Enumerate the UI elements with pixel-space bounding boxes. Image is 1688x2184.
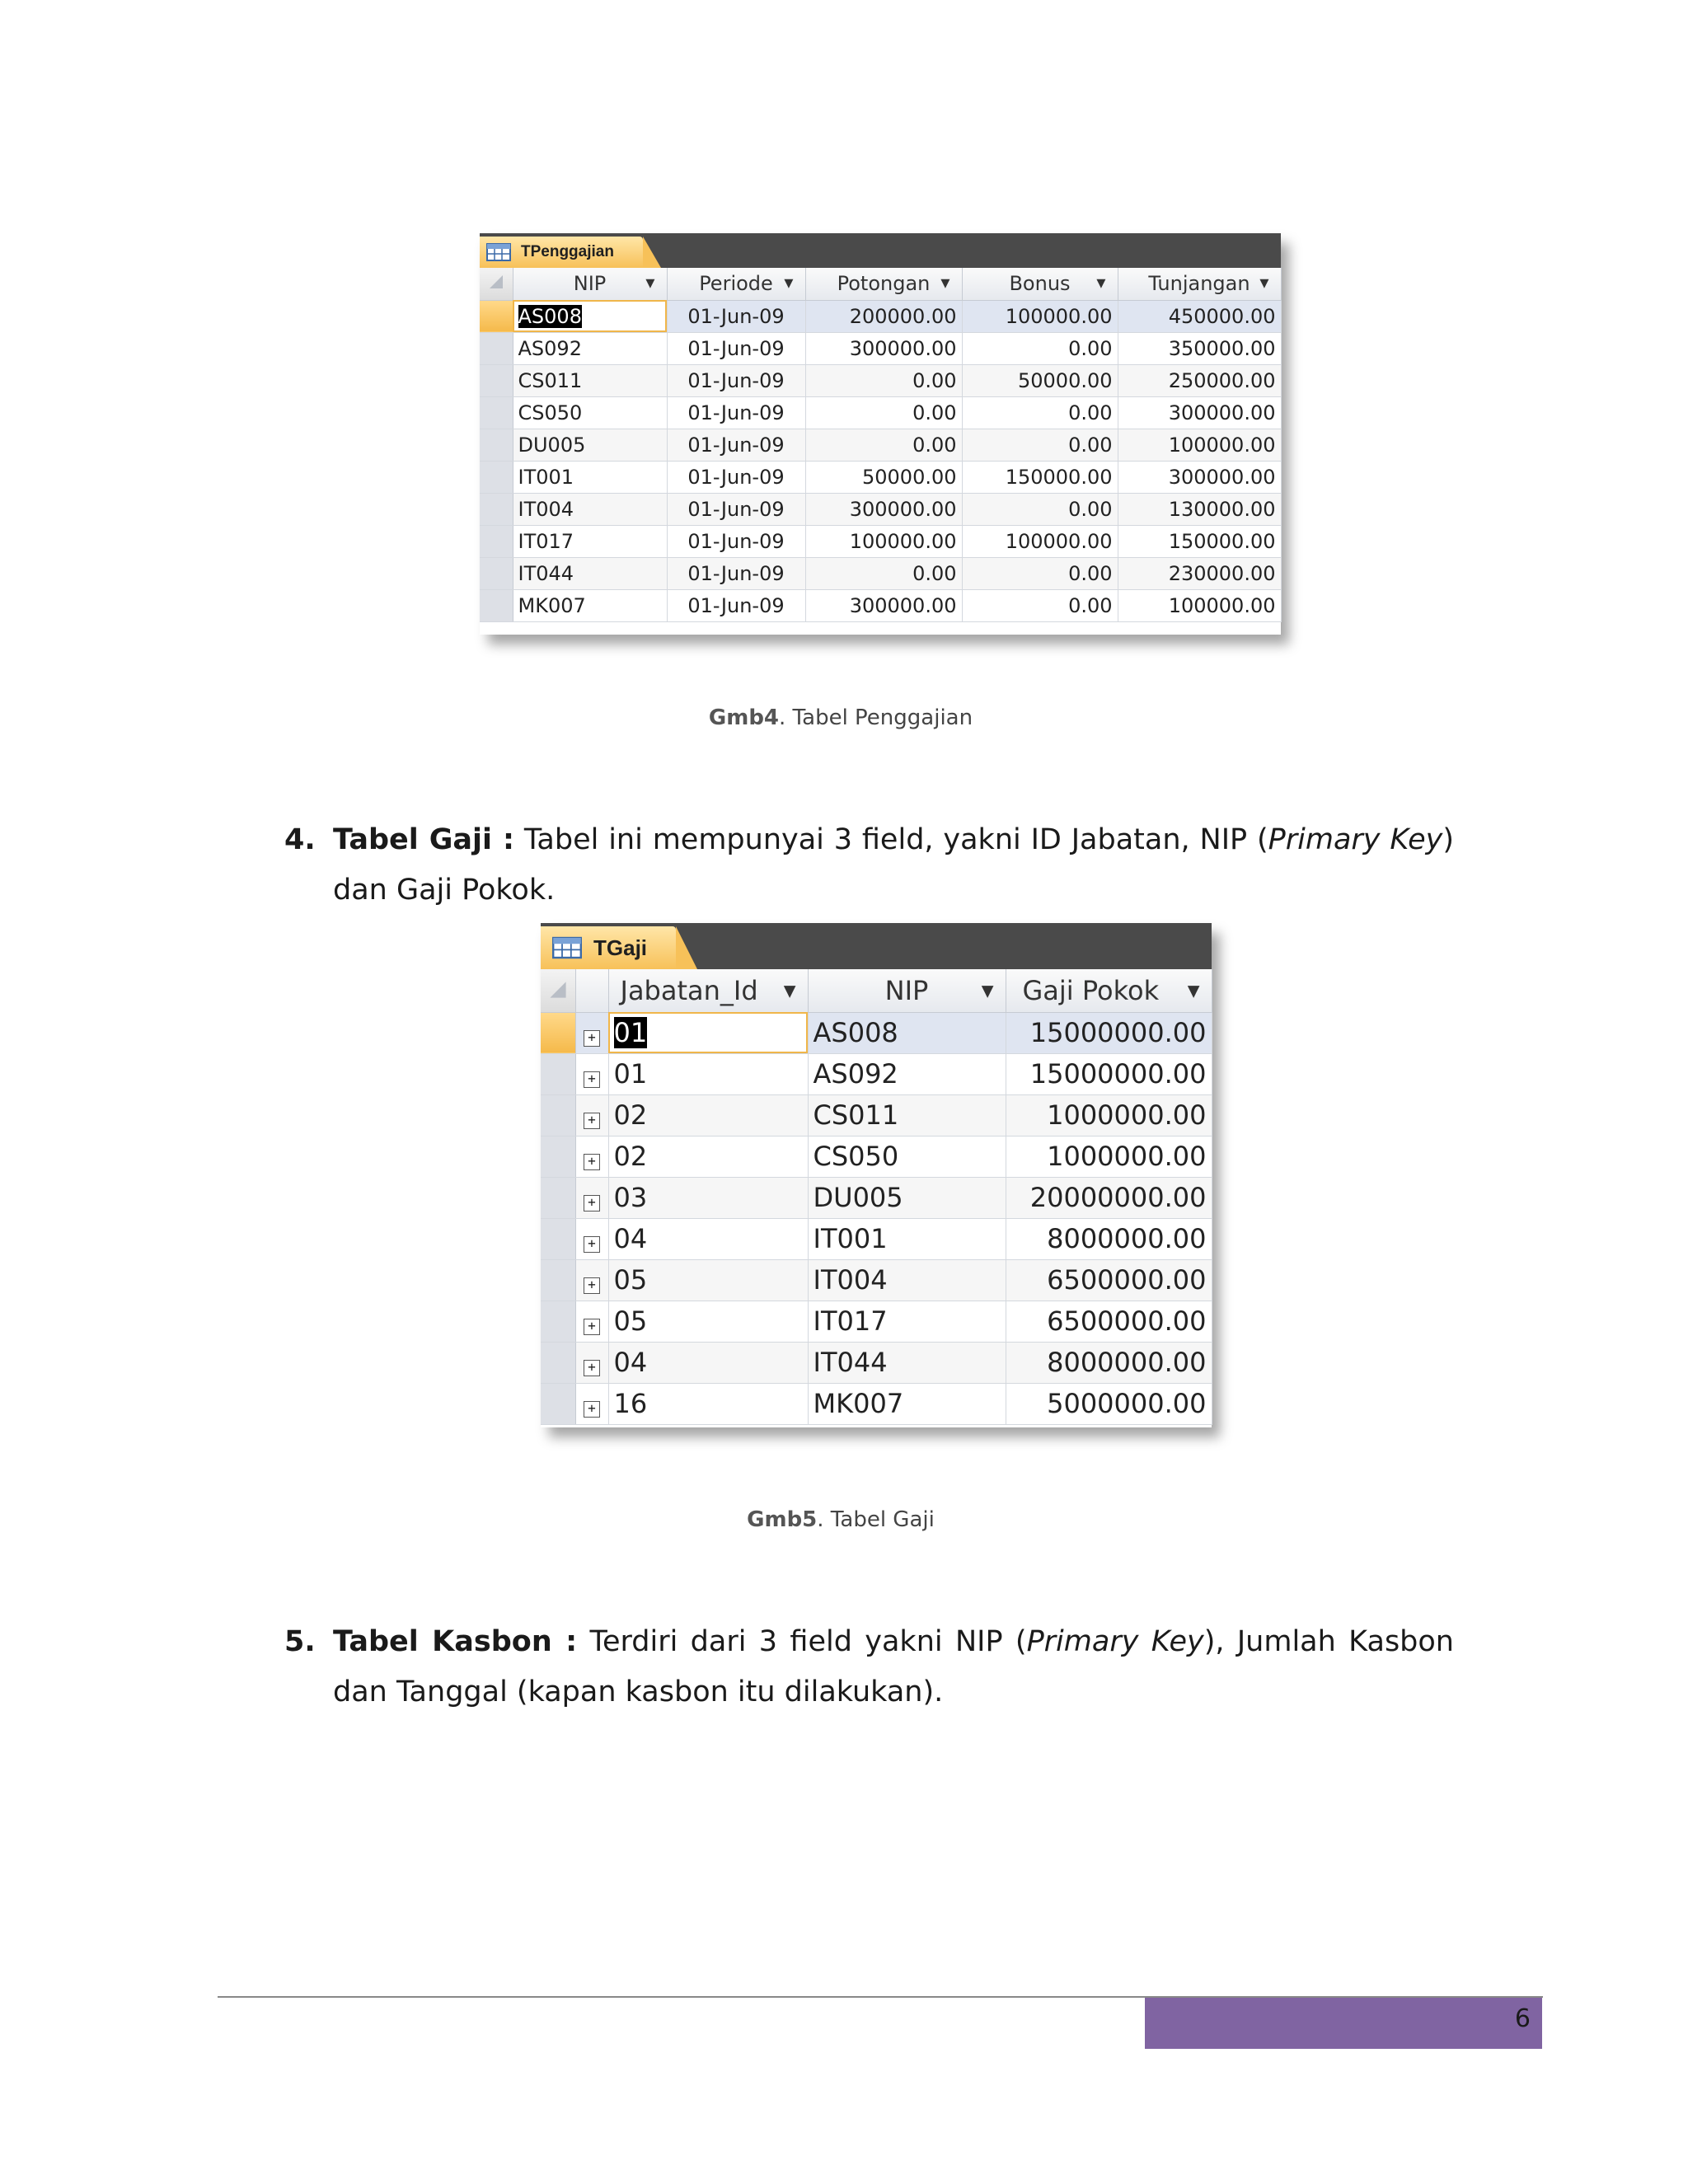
table-cell[interactable]: IT001 — [513, 461, 667, 493]
header-row — [480, 268, 1281, 300]
dropdown-arrow-icon[interactable]: ▼ — [645, 277, 655, 291]
table-cell[interactable]: 0.00 — [962, 493, 1118, 525]
dropdown-arrow-icon[interactable]: ▼ — [1259, 277, 1269, 291]
table-cell[interactable]: 01-Jun-09 — [667, 364, 805, 396]
table-cell[interactable]: CS011 — [513, 364, 667, 396]
table-cell[interactable]: 0.00 — [962, 429, 1118, 461]
table-cell[interactable]: CS050 — [808, 1136, 1006, 1177]
row-selector[interactable] — [541, 1342, 575, 1383]
row-selector[interactable] — [480, 461, 513, 493]
table-cell[interactable]: 6500000.00 — [1006, 1259, 1212, 1301]
expand-cell[interactable] — [575, 1053, 608, 1094]
table-row[interactable] — [480, 461, 1281, 493]
table-cell[interactable]: IT017 — [513, 525, 667, 557]
expand-cell[interactable] — [575, 1259, 608, 1301]
column-header[interactable]: Bonus ▼ — [962, 268, 1118, 300]
gaji-table — [541, 969, 1212, 1425]
table-cell[interactable]: 300000.00 — [1118, 396, 1281, 429]
row-selector[interactable] — [541, 1177, 575, 1218]
table-row[interactable] — [541, 1012, 1212, 1053]
header-row — [541, 969, 1212, 1012]
column-header[interactable]: Gaji Pokok ▼ — [1006, 969, 1212, 1012]
row-selector[interactable] — [541, 1301, 575, 1342]
table-cell[interactable]: 05 — [608, 1301, 808, 1342]
row-selector[interactable] — [480, 589, 513, 621]
table-cell[interactable]: 04 — [608, 1218, 808, 1259]
gaji-tab[interactable] — [541, 926, 676, 969]
table-row[interactable] — [541, 1301, 1212, 1342]
table-cell[interactable]: 300000.00 — [805, 589, 962, 621]
table-cell[interactable]: 250000.00 — [1118, 364, 1281, 396]
row-selector[interactable] — [480, 300, 513, 332]
corner-triangle-icon — [488, 274, 504, 290]
table-row[interactable] — [480, 493, 1281, 525]
row-selector[interactable] — [480, 396, 513, 429]
table-cell[interactable]: 150000.00 — [1118, 525, 1281, 557]
table-cell[interactable]: 01-Jun-09 — [667, 332, 805, 364]
table-cell[interactable]: 01-Jun-09 — [667, 461, 805, 493]
table-cell[interactable]: 6500000.00 — [1006, 1301, 1212, 1342]
penggajian-tab[interactable] — [480, 237, 643, 268]
row-selector[interactable] — [480, 493, 513, 525]
expand-plus-icon[interactable]: + — [584, 1277, 600, 1294]
column-header[interactable]: Potongan ▼ — [805, 268, 962, 300]
row-selector[interactable] — [541, 1218, 575, 1259]
table-cell[interactable]: 230000.00 — [1118, 557, 1281, 589]
column-header[interactable]: Tunjangan ▼ — [1118, 268, 1281, 300]
dropdown-arrow-icon[interactable]: ▼ — [1187, 981, 1200, 1001]
table-row[interactable] — [541, 1259, 1212, 1301]
table-cell[interactable]: AS008 — [808, 1012, 1006, 1053]
expand-plus-icon[interactable]: + — [584, 1113, 600, 1129]
select-all-corner[interactable] — [480, 268, 513, 300]
table-row[interactable] — [541, 1053, 1212, 1094]
table-row[interactable] — [480, 429, 1281, 461]
paragraph-line: Tabel Kasbon : Terdiri dari 3 field yakni NIP (Primary Key), Jumlah Kasbon — [333, 1625, 1454, 1658]
table-cell[interactable]: 350000.00 — [1118, 332, 1281, 364]
table-row[interactable] — [541, 1177, 1212, 1218]
row-selector[interactable] — [480, 364, 513, 396]
table-cell[interactable]: 100000.00 — [1118, 589, 1281, 621]
list-number: 4. — [284, 823, 316, 856]
expand-plus-icon[interactable]: + — [584, 1236, 600, 1253]
table-cell[interactable]: 100000.00 — [805, 525, 962, 557]
table-cell[interactable]: 150000.00 — [962, 461, 1118, 493]
table-row[interactable] — [541, 1094, 1212, 1136]
penggajian-tab-title: TPenggajian — [521, 243, 614, 260]
list-item-5 — [284, 1617, 1454, 1718]
table-cell[interactable]: 0.00 — [962, 589, 1118, 621]
tab-edge — [676, 926, 697, 969]
table-cell[interactable]: 15000000.00 — [1006, 1053, 1212, 1094]
gaji-datasheet — [541, 923, 1212, 1427]
paragraph-line: Tabel Gaji : Tabel ini mempunyai 3 field, yakni ID Jabatan, NIP (Primary Key) — [333, 823, 1454, 856]
table-cell[interactable]: 0.00 — [962, 332, 1118, 364]
table-cell[interactable]: 04 — [608, 1342, 808, 1383]
expand-cell[interactable] — [575, 1094, 608, 1136]
table-cell[interactable]: 300000.00 — [805, 493, 962, 525]
table-cell[interactable]: 450000.00 — [1118, 300, 1281, 332]
table-cell[interactable]: 50000.00 — [962, 364, 1118, 396]
table-row[interactable] — [541, 1136, 1212, 1177]
penggajian-datasheet — [480, 233, 1281, 635]
row-selector[interactable] — [541, 1053, 575, 1094]
dropdown-arrow-icon[interactable]: ▼ — [783, 981, 796, 1001]
table-cell[interactable]: 01-Jun-09 — [667, 493, 805, 525]
paragraph-line: dan Tanggal (kapan kasbon itu dilakukan). — [333, 1675, 944, 1708]
row-selector[interactable] — [541, 1012, 575, 1053]
table-cell[interactable]: 01-Jun-09 — [667, 525, 805, 557]
table-cell[interactable]: 5000000.00 — [1006, 1383, 1212, 1424]
table-row[interactable] — [480, 332, 1281, 364]
table-row[interactable] — [480, 364, 1281, 396]
table-cell[interactable]: 01 — [608, 1012, 808, 1053]
expand-plus-icon[interactable]: + — [584, 1030, 600, 1047]
gaji-tab-title: TGaji — [593, 935, 648, 960]
table-cell[interactable]: 20000000.00 — [1006, 1177, 1212, 1218]
table-cell[interactable]: 300000.00 — [805, 332, 962, 364]
expand-cell[interactable] — [575, 1218, 608, 1259]
table-icon — [486, 243, 511, 261]
table-cell[interactable]: 01-Jun-09 — [667, 589, 805, 621]
expand-plus-icon[interactable]: + — [584, 1195, 600, 1212]
tab-edge — [643, 237, 661, 268]
expand-plus-icon[interactable]: + — [584, 1071, 600, 1088]
table-cell[interactable]: 01-Jun-09 — [667, 300, 805, 332]
dropdown-arrow-icon[interactable]: ▼ — [940, 277, 950, 291]
table-cell[interactable]: IT004 — [808, 1259, 1006, 1301]
table-cell[interactable]: 1000000.00 — [1006, 1136, 1212, 1177]
table-row[interactable] — [480, 589, 1281, 621]
paragraph-line: dan Gaji Pokok. — [333, 874, 556, 907]
table-cell[interactable]: 15000000.00 — [1006, 1012, 1212, 1053]
row-selector[interactable] — [541, 1259, 575, 1301]
table-cell[interactable]: 03 — [608, 1177, 808, 1218]
table-cell[interactable]: MK007 — [808, 1383, 1006, 1424]
column-header[interactable]: NIP ▼ — [808, 969, 1006, 1012]
penggajian-tabbar — [480, 233, 1281, 268]
table-cell[interactable]: 1000000.00 — [1006, 1094, 1212, 1136]
table-cell[interactable]: IT044 — [808, 1342, 1006, 1383]
table-cell[interactable]: 0.00 — [805, 364, 962, 396]
table-cell[interactable]: 0.00 — [805, 429, 962, 461]
table-cell[interactable]: AS092 — [513, 332, 667, 364]
table-cell[interactable]: 16 — [608, 1383, 808, 1424]
figure-caption-5: Gmb5. Tabel Gaji — [747, 1507, 935, 1532]
table-row[interactable] — [541, 1383, 1212, 1424]
table-cell[interactable]: IT004 — [513, 493, 667, 525]
table-row[interactable] — [480, 557, 1281, 589]
row-selector[interactable] — [541, 1094, 575, 1136]
table-row[interactable] — [480, 300, 1281, 332]
table-cell[interactable]: 130000.00 — [1118, 493, 1281, 525]
table-cell[interactable]: 50000.00 — [805, 461, 962, 493]
expand-column-header — [575, 969, 608, 1012]
table-cell[interactable]: 0.00 — [805, 396, 962, 429]
expand-plus-icon[interactable]: + — [584, 1401, 600, 1418]
dropdown-arrow-icon[interactable]: ▼ — [784, 277, 794, 291]
expand-cell[interactable] — [575, 1177, 608, 1218]
expand-plus-icon[interactable]: + — [584, 1360, 600, 1376]
expand-plus-icon[interactable]: + — [584, 1319, 600, 1335]
list-number: 5. — [284, 1625, 316, 1658]
table-cell[interactable]: 8000000.00 — [1006, 1342, 1212, 1383]
table-cell[interactable]: 0.00 — [805, 557, 962, 589]
table-cell[interactable]: 02 — [608, 1094, 808, 1136]
row-selector[interactable] — [480, 429, 513, 461]
table-row[interactable] — [480, 525, 1281, 557]
table-cell[interactable]: 05 — [608, 1259, 808, 1301]
footer-accent-box — [1145, 1998, 1542, 2049]
page-number: 6 — [1514, 2004, 1531, 2033]
table-cell[interactable]: 01-Jun-09 — [667, 396, 805, 429]
table-cell[interactable]: 100000.00 — [962, 525, 1118, 557]
gaji-tabbar — [541, 923, 1212, 969]
table-cell[interactable]: 01-Jun-09 — [667, 557, 805, 589]
table-cell[interactable]: CS050 — [513, 396, 667, 429]
table-cell[interactable]: IT001 — [808, 1218, 1006, 1259]
table-icon — [552, 936, 582, 959]
dropdown-arrow-icon[interactable]: ▼ — [981, 981, 994, 1001]
table-cell[interactable]: 200000.00 — [805, 300, 962, 332]
table-cell[interactable]: DU005 — [513, 429, 667, 461]
list-item-4 — [284, 815, 1454, 916]
expand-cell[interactable] — [575, 1383, 608, 1424]
expand-cell[interactable] — [575, 1136, 608, 1177]
select-all-corner[interactable] — [541, 969, 575, 1012]
table-cell[interactable]: 01-Jun-09 — [667, 429, 805, 461]
table-row[interactable] — [480, 396, 1281, 429]
table-cell[interactable]: AS008 — [513, 300, 667, 332]
penggajian-table — [480, 268, 1282, 622]
table-cell[interactable]: IT044 — [513, 557, 667, 589]
table-cell[interactable]: 0.00 — [962, 396, 1118, 429]
table-cell[interactable]: 300000.00 — [1118, 461, 1281, 493]
expand-cell[interactable] — [575, 1342, 608, 1383]
table-cell[interactable]: MK007 — [513, 589, 667, 621]
table-cell[interactable]: AS092 — [808, 1053, 1006, 1094]
table-cell[interactable]: IT017 — [808, 1301, 1006, 1342]
expand-plus-icon[interactable]: + — [584, 1154, 600, 1170]
table-cell[interactable]: 02 — [608, 1136, 808, 1177]
table-cell[interactable]: 100000.00 — [962, 300, 1118, 332]
row-selector[interactable] — [480, 557, 513, 589]
table-cell[interactable]: DU005 — [808, 1177, 1006, 1218]
row-selector[interactable] — [480, 525, 513, 557]
expand-cell[interactable] — [575, 1012, 608, 1053]
table-cell[interactable]: CS011 — [808, 1094, 1006, 1136]
table-cell[interactable]: 8000000.00 — [1006, 1218, 1212, 1259]
row-selector[interactable] — [541, 1383, 575, 1424]
figure-caption-4: Gmb4. Tabel Penggajian — [708, 705, 973, 730]
row-selector[interactable] — [541, 1136, 575, 1177]
table-cell[interactable]: 100000.00 — [1118, 429, 1281, 461]
row-selector[interactable] — [480, 332, 513, 364]
column-header[interactable]: Jabatan_Id ▼ — [608, 969, 808, 1012]
corner-triangle-icon — [548, 980, 568, 1000]
table-cell[interactable]: 0.00 — [962, 557, 1118, 589]
expand-cell[interactable] — [575, 1301, 608, 1342]
table-cell[interactable]: 01 — [608, 1053, 808, 1094]
column-header[interactable]: NIP ▼ — [513, 268, 667, 300]
column-header[interactable]: Periode ▼ — [667, 268, 805, 300]
table-row[interactable] — [541, 1218, 1212, 1259]
table-row[interactable] — [541, 1342, 1212, 1383]
dropdown-arrow-icon[interactable]: ▼ — [1096, 277, 1106, 291]
